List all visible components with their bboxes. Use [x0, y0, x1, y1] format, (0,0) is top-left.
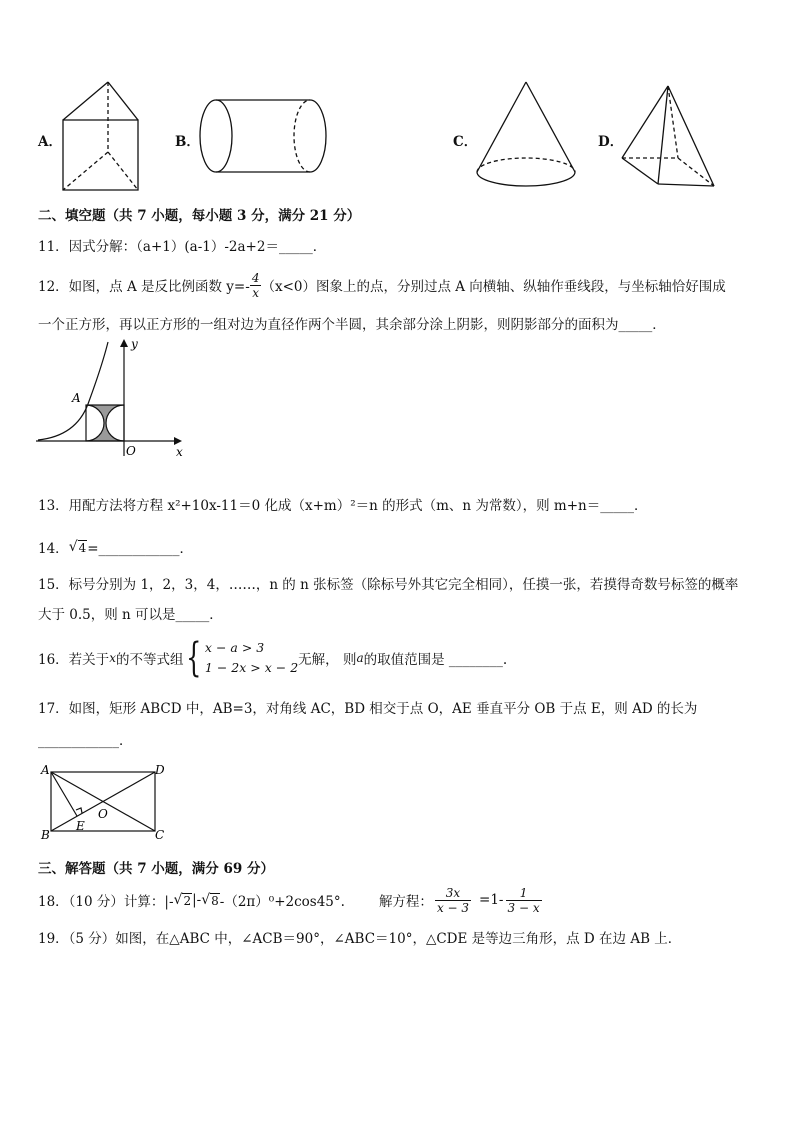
- variable-x: x: [109, 651, 116, 665]
- question-16: [38, 636, 507, 680]
- inequality-brace: {: [186, 635, 202, 681]
- inequality-2: 1 − 2x > x − 2: [204, 660, 299, 675]
- fraction-numerator: 3x: [435, 886, 471, 901]
- point-a-label: A: [72, 391, 81, 405]
- question-11: 11．因式分解：（a+1）(a-1）-2a+2＝_____．: [38, 239, 327, 255]
- question-16-prefix: 16．若关于: [38, 652, 110, 668]
- variable-a: a: [356, 651, 364, 665]
- vertex-c-label: C: [155, 828, 165, 842]
- question-12-prefix: 12．如图，点 A 是反比例函数 y=-: [38, 279, 250, 295]
- sqrt-sign: √: [173, 892, 183, 908]
- fraction-denominator: x: [252, 285, 260, 300]
- option-c-label: C．: [453, 134, 478, 150]
- figure-prism: [60, 80, 142, 192]
- equation-equals: =1-: [479, 892, 504, 908]
- fraction-numerator: 1: [506, 886, 542, 901]
- question-12-suffix: （x<0）图象上的点，分别过点 A 向横轴、纵轴作垂线段，与坐标轴恰好围成: [261, 279, 726, 295]
- question-19: 19．（5 分）如图，在△ABC 中，∠ACB＝90°，∠ABC＝10°，△CDE 是等边三角形，点 D 在边 AB 上．: [38, 931, 682, 947]
- vertex-a-label: A: [41, 763, 50, 777]
- question-17-line2: ____________．: [38, 733, 133, 749]
- question-12-line2: 一个正方形，再以正方形的一组对边为直径作两个半圆，其余部分涂上阴影，则阴影部分的面积为_____．: [38, 317, 666, 333]
- question-15-line1: 15．标号分别为 1，2，3，4，……，n 的 n 张标签（除标号外其它完全相同），任摸一张，若摸得奇数号标签的概率: [38, 577, 739, 593]
- question-14: [38, 537, 193, 557]
- solve-equation-label: 解方程：: [378, 894, 433, 910]
- axis-x-label: x: [176, 445, 183, 459]
- sqrt-sign: √: [201, 892, 211, 908]
- origin-label: O: [126, 444, 136, 458]
- option-b-label: B．: [175, 134, 200, 150]
- vertex-d-label: D: [155, 763, 165, 777]
- section-heading-fill-in: 二、填空题（共 7 小题，每小题 3 分，满分 21 分）: [38, 208, 361, 224]
- sqrt-sign: √: [68, 539, 78, 555]
- question-16-mid: 的不等式组: [115, 652, 184, 668]
- question-14-suffix: =____________．: [87, 541, 194, 557]
- question-14-prefix: 14．: [38, 541, 69, 557]
- question-16-after: 无解， 则: [298, 652, 357, 668]
- fraction-numerator: 4: [251, 270, 260, 285]
- point-e-label: E: [76, 819, 85, 833]
- fraction-denominator: 3 − x: [507, 900, 540, 915]
- question-16-suffix: 的取值范围是 ________.: [363, 652, 508, 668]
- question-18-prefix: 18．（10 分）计算：|-: [38, 894, 174, 910]
- question-12-line1: [38, 268, 726, 302]
- axis-y-label: y: [131, 337, 138, 351]
- figure-rectangle: [38, 762, 168, 842]
- figure-cylinder: [198, 98, 328, 174]
- fraction-denominator: x − 3: [436, 900, 470, 915]
- section-heading-solve: 三、解答题（共 7 小题，满分 69 分）: [38, 861, 274, 877]
- sqrt-radicand-1: 2: [183, 893, 192, 908]
- sqrt-radicand-2: 8: [211, 893, 219, 908]
- question-12-fraction: [250, 271, 262, 300]
- inequality-1: x − a > 3: [204, 640, 265, 655]
- sqrt-radicand: 4: [78, 540, 87, 555]
- question-15-line2: 大于 0.5，则 n 可以是_____．: [38, 607, 223, 623]
- vertex-b-label: B: [41, 828, 50, 842]
- figure-pyramid: [618, 84, 718, 188]
- question-17-line1: 17．如图，矩形 ABCD 中，AB=3，对角线 AC，BD 相交于点 O，AE 垂直平分 OB 于点 E，则 AD 的长为: [38, 701, 698, 717]
- equation-fraction-2: [506, 886, 542, 915]
- figure-hyperbola-square: [36, 336, 186, 460]
- question-18-mid2: -（2π）⁰+2cos45°.: [219, 894, 345, 910]
- inequality-system: [205, 638, 298, 678]
- question-18: [38, 880, 542, 920]
- option-d-label: D．: [598, 134, 624, 150]
- question-13: 13．用配方法将方程 x²+10x-11＝0 化成（x+m）²＝n 的形式（m、n 为常数），则 m+n＝_____．: [38, 498, 648, 514]
- figure-cone: [474, 80, 580, 192]
- equation-fraction-1: [435, 886, 471, 915]
- question-18-mid1: |-: [192, 892, 202, 908]
- center-o-label: O: [98, 807, 108, 821]
- option-a-label: A．: [38, 134, 62, 150]
